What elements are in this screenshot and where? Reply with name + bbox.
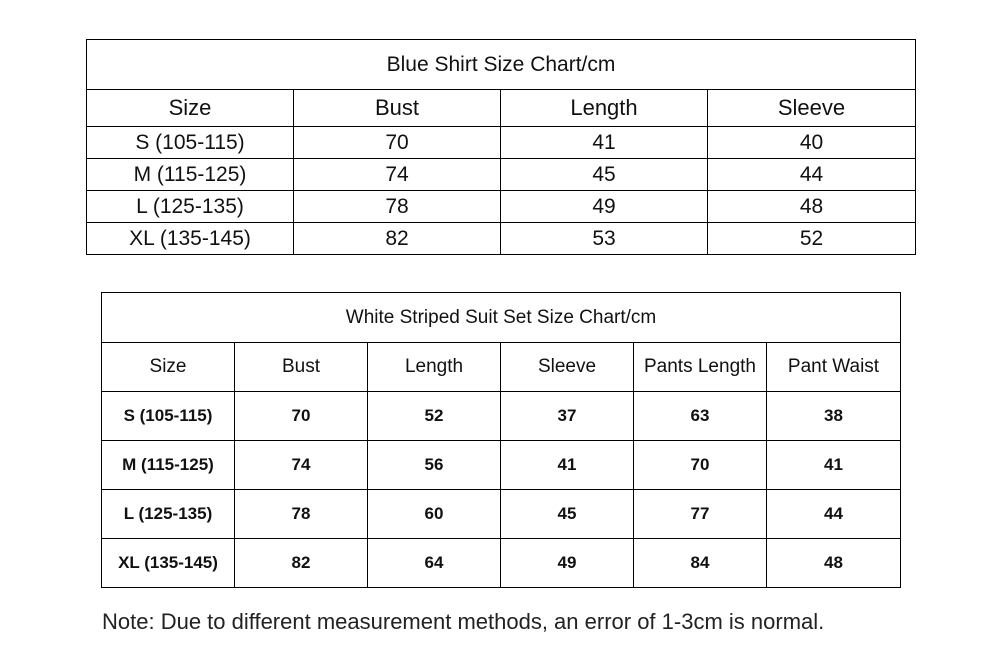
table-cell: M (115-125) <box>102 441 235 490</box>
table-cell: 48 <box>767 539 901 588</box>
table-cell: XL (135-145) <box>102 539 235 588</box>
table-cell: 44 <box>708 159 916 191</box>
table-cell: 82 <box>294 223 501 255</box>
table-header-row <box>102 343 901 392</box>
column-header: Size <box>87 90 294 127</box>
column-header: Size <box>102 343 235 392</box>
table-cell: 38 <box>767 392 901 441</box>
table-cell: 49 <box>501 539 634 588</box>
table-cell: 64 <box>368 539 501 588</box>
table-row <box>87 191 916 223</box>
table-row <box>102 392 901 441</box>
table-row <box>102 441 901 490</box>
table-row <box>102 539 901 588</box>
table-cell: 82 <box>235 539 368 588</box>
table-cell: XL (135-145) <box>87 223 294 255</box>
table-row <box>87 223 916 255</box>
table-cell: 48 <box>708 191 916 223</box>
table-title-row <box>87 40 916 90</box>
table-cell: 45 <box>501 159 708 191</box>
table-cell: 70 <box>634 441 767 490</box>
table-cell: S (105-115) <box>102 392 235 441</box>
table-cell: L (125-135) <box>102 490 235 539</box>
table-cell: 52 <box>708 223 916 255</box>
blue-shirt-size-table <box>86 39 916 255</box>
column-header: Bust <box>294 90 501 127</box>
table-cell: 77 <box>634 490 767 539</box>
table-cell: 78 <box>235 490 368 539</box>
table-cell: M (115-125) <box>87 159 294 191</box>
table-cell: 49 <box>501 191 708 223</box>
table-cell: 84 <box>634 539 767 588</box>
table-cell: 78 <box>294 191 501 223</box>
table-cell: 52 <box>368 392 501 441</box>
column-header: Bust <box>235 343 368 392</box>
table-row <box>87 127 916 159</box>
column-header: Sleeve <box>501 343 634 392</box>
table-cell: L (125-135) <box>87 191 294 223</box>
column-header: Sleeve <box>708 90 916 127</box>
table-header-row <box>87 90 916 127</box>
column-header: Pants Length <box>634 343 767 392</box>
table-cell: 63 <box>634 392 767 441</box>
table-cell: 53 <box>501 223 708 255</box>
column-header: Length <box>501 90 708 127</box>
table-cell: 41 <box>767 441 901 490</box>
table-cell: 41 <box>501 441 634 490</box>
table-cell: 70 <box>294 127 501 159</box>
table-cell: 74 <box>235 441 368 490</box>
table-cell: 45 <box>501 490 634 539</box>
table-title-row <box>102 293 901 343</box>
column-header: Length <box>368 343 501 392</box>
white-suit-size-table <box>101 292 901 588</box>
table-cell: 44 <box>767 490 901 539</box>
table-cell: 37 <box>501 392 634 441</box>
white-suit-table-title: White Striped Suit Set Size Chart/cm <box>102 293 901 343</box>
table-cell: 56 <box>368 441 501 490</box>
blue-shirt-table-title: Blue Shirt Size Chart/cm <box>87 40 916 90</box>
table-row <box>87 159 916 191</box>
table-row <box>102 490 901 539</box>
table-cell: 41 <box>501 127 708 159</box>
table-cell: 74 <box>294 159 501 191</box>
measurement-note: Note: Due to different measurement methods, an error of 1-3cm is normal. <box>102 609 825 634</box>
table-cell: 70 <box>235 392 368 441</box>
table-cell: 40 <box>708 127 916 159</box>
table-cell: 60 <box>368 490 501 539</box>
column-header: Pant Waist <box>767 343 901 392</box>
table-cell: S (105-115) <box>87 127 294 159</box>
